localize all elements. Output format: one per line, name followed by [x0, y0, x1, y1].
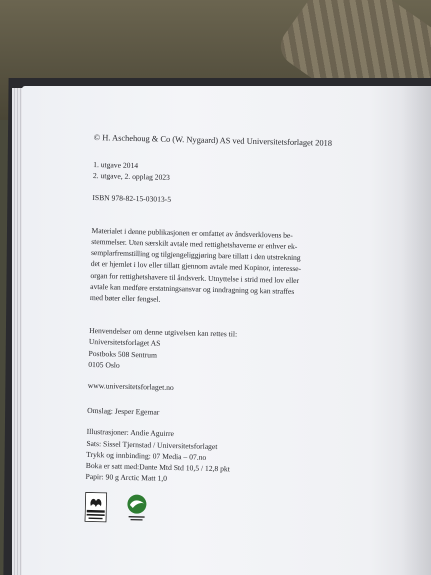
ecolabel-logos: [84, 492, 415, 540]
svanemerket-logo-icon: [84, 492, 107, 523]
rights-line: det er hjemlet i lov eller tillatt gjennom avtale med Kopinor, interesse-: [90, 259, 302, 274]
credit-line: Boka er satt med:Dante Mtd Std 10,5 / 12,8 pkt: [85, 460, 230, 474]
nordic-ecolabel-icon: [124, 493, 149, 526]
inquiries-line: Henvendelser om denne utgivelsen kan rettes til:: [89, 326, 238, 339]
credit-line: Sats: Sissel Tjernstad / Universitetsforlaget: [86, 438, 218, 451]
address-line: 0105 Oslo: [88, 359, 120, 370]
colophon-text: [84, 132, 424, 540]
edition-line: 2. utgave, 2. opplag 2023: [92, 171, 170, 183]
website-line: www.universitetsforlaget.no: [87, 380, 174, 393]
cover-credit-line: Omslag: Jesper Egemar: [87, 406, 160, 417]
rights-paragraph: [90, 225, 422, 311]
edition-line: 1. utgave 2014: [93, 160, 139, 171]
rights-line: med bøter eller fengsel.: [89, 292, 161, 304]
copyright-line: © H. Aschehoug & Co (W. Nygaard) AS ved Universitetsforlaget 2018: [93, 132, 333, 148]
address-line: Postboks 508 Sentrum: [88, 348, 158, 360]
colophon-page: [22, 86, 431, 575]
credit-line: Papir: 90 g Arctic Matt 1,0: [85, 472, 168, 484]
credit-line: Trykk og innbinding: 07 Media – 07.no: [86, 449, 207, 462]
credit-line: Illustrasjoner: Andie Aguirre: [86, 427, 175, 439]
rights-line: avtale kan medføre erstatningsansvar og inndragning og kan straffes: [90, 281, 295, 296]
rights-line: stemmelser. Uten særskilt avtale med rettighetshaverne er enhver ek-: [91, 236, 298, 252]
address-line: Universitetsforlaget AS: [88, 337, 161, 349]
rights-line: organ for rettighetshavere til åndsverk. Utnyttelse i strid med lov eller: [90, 270, 300, 285]
rights-line: semplarfremstilling og tilgjengeliggjøring bare tillatt i den utstrekning: [90, 248, 301, 263]
rights-line: Materialet i denne publikasjonen er omfattet av åndsverklovens be-: [91, 225, 293, 240]
isbn-line: ISBN 978-82-15-03013-5: [92, 192, 172, 204]
